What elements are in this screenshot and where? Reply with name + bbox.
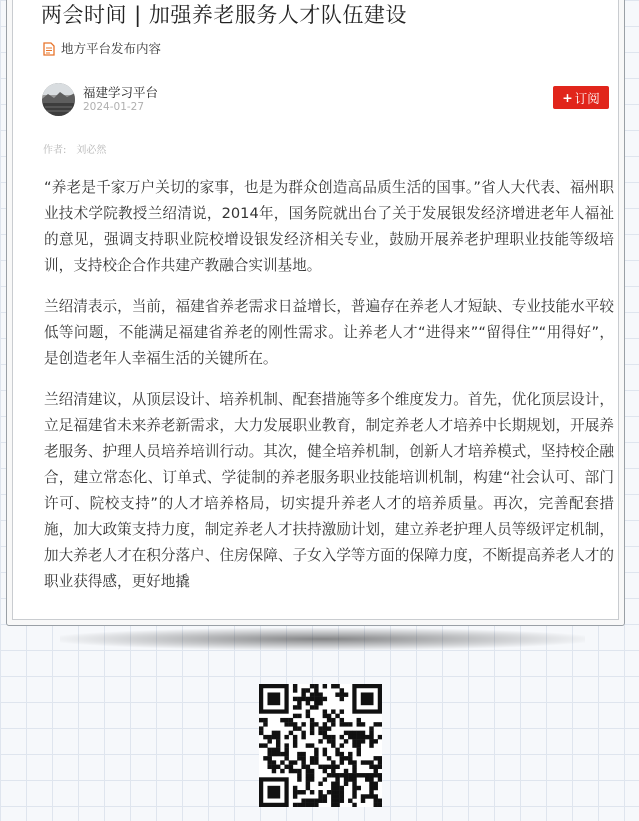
paragraph-1: “养老是千家万户关切的家事，也是为群众创造高品质生活的国事。”省人大代表、福州职业技术学院教授兰绍清说，2014年，国务院就出台了关于发展银发经济增进老年人福祉的意见，强调支持职业院校增设银发经济相关专业，鼓励开展养老护理职业技能等级培训，支持校企合作共建产教融合实训基地。	[44, 179, 614, 274]
plus-icon: +	[562, 90, 573, 105]
article-title: 两会时间 | 加强养老服务人才队伍建设	[41, 3, 407, 27]
subscribe-button[interactable]	[553, 86, 609, 109]
paragraph-2: 兰绍清表示，当前，福建省养老需求日益增长，普遍存在养老人才短缺、专业技能水平较低等问题，不能满足福建省养老的刚性需求。让养老人才“进得来”“留得住”“用得好”，是创造老年人幸福生活的关键所在。	[44, 298, 614, 367]
card-shadow	[60, 628, 585, 650]
document-icon	[43, 41, 55, 55]
subscribe-label: 订阅	[574, 90, 600, 106]
byline	[43, 141, 106, 156]
author-name[interactable]: 福建学习平台	[83, 85, 159, 100]
byline-label: 作者:	[43, 145, 67, 156]
article-body	[44, 175, 614, 610]
avatar[interactable]	[42, 83, 75, 116]
qr-code	[259, 684, 382, 807]
article-card	[6, 0, 625, 626]
byline-name: 刘必然	[76, 145, 107, 156]
source-row	[43, 39, 161, 57]
publish-date: 2024-01-27	[83, 101, 145, 113]
article-card-inner	[12, 0, 619, 620]
source-label: 地方平台发布内容	[61, 41, 162, 56]
paragraph-3: 兰绍清建议，从顶层设计、培养机制、配套措施等多个维度发力。首先，优化顶层设计，立足福建省未来养老新需求，大力发展职业教育，制定养老人才培养中长期规划，开展养老服务、护理人员培养培训行动。其次，健全培养机制，创新人才培养模式，坚持校企融合，建立常态化、订单式、学徒制的养老服务职业技能培训机制，构建“社会认可、部门许可、院校支持”的人才培养格局，切实提升养老人才的培养质量。再次，完善配套措施，加大政策支持力度，制定养老人才扶持激励计划，建立养老护理人员等级评定机制，加大养老人才在积分落户、住房保障、子女入学等方面的保障力度，不断提高养老人才的职业获得感，更好地撬	[44, 391, 614, 590]
